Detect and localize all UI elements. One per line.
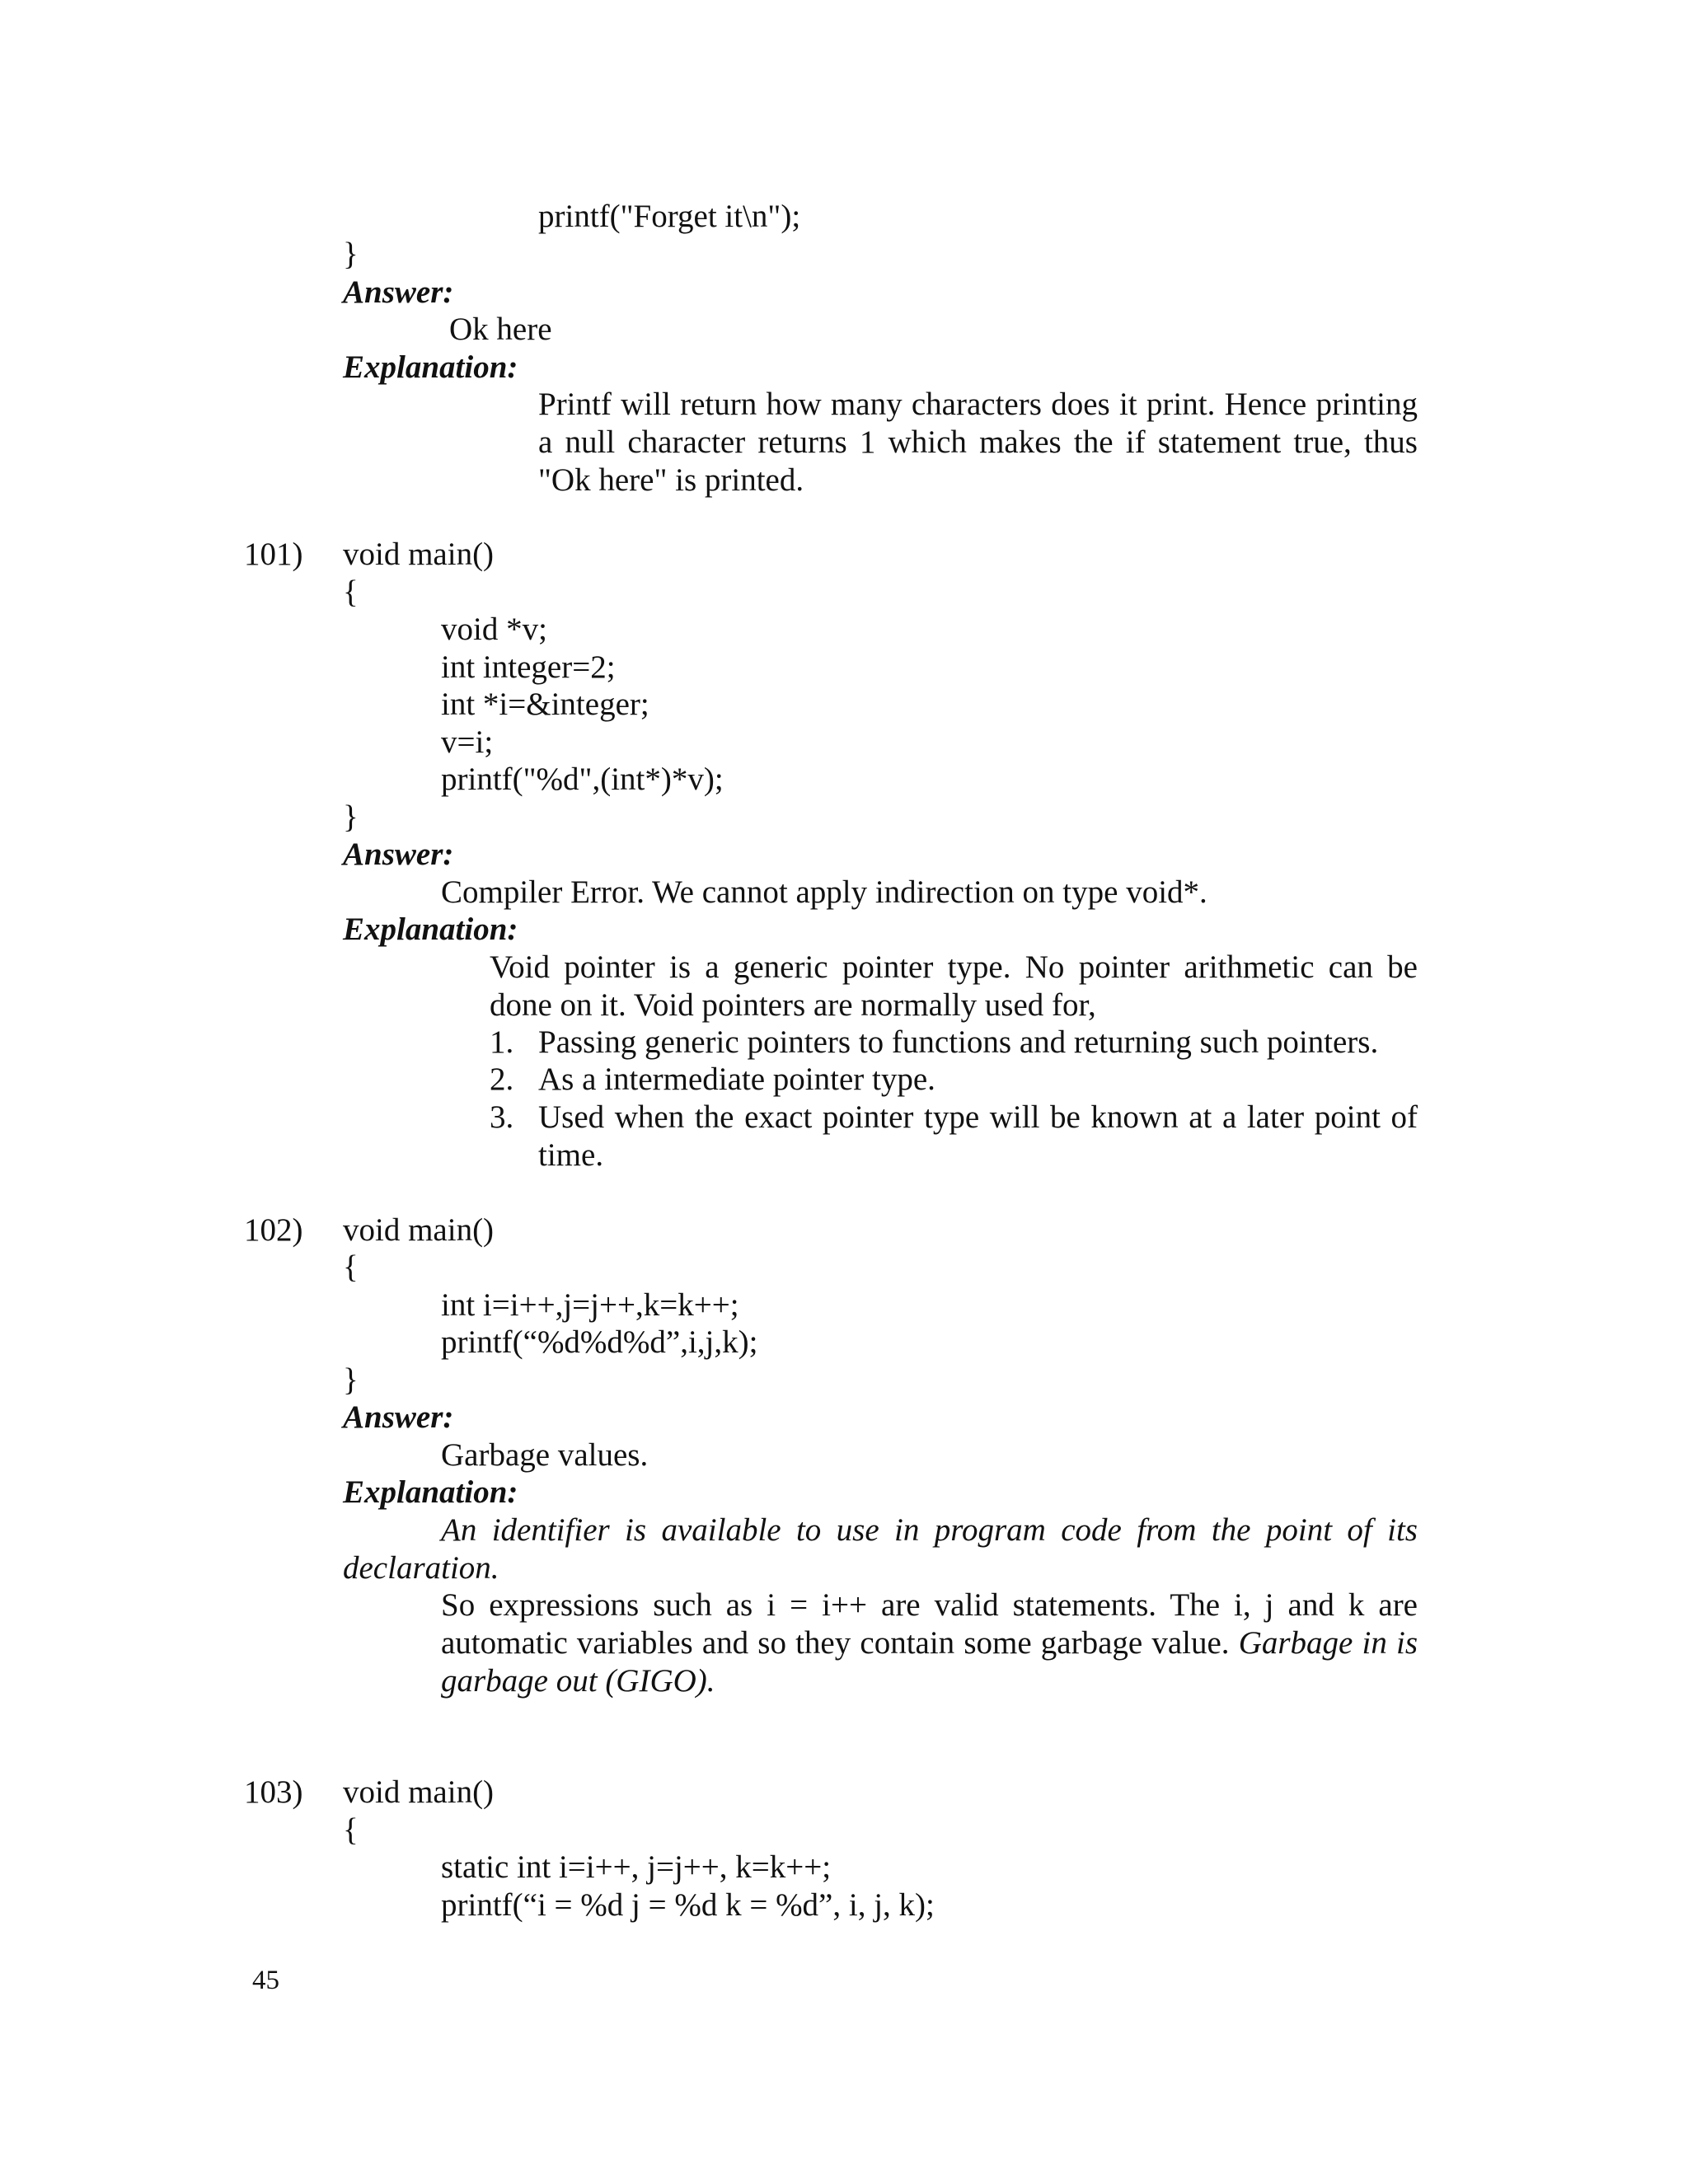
list-item: Used when the exact pointer type will be known at a later point of time. bbox=[538, 1099, 1418, 1173]
answer-label: Answer: bbox=[343, 1399, 454, 1435]
answer-text: Ok here bbox=[449, 312, 552, 347]
explanation-label: Explanation: bbox=[343, 1474, 518, 1510]
code-line: void main() bbox=[343, 537, 495, 572]
explanation-italic: Garbage in is garbage out (GIGO). bbox=[441, 1625, 1418, 1699]
code-line: { bbox=[343, 574, 359, 610]
page-number: 45 bbox=[252, 1966, 279, 1995]
question-number: 103) bbox=[244, 1774, 303, 1810]
code-line: } bbox=[343, 799, 359, 835]
explanation-text: Void pointer is a generic pointer type. No pointer arithmetic can be done on it. Void pointers are normally used for, bbox=[490, 949, 1418, 1023]
code-line: int integer=2; bbox=[441, 649, 616, 685]
explanation-body: So expressions such as i = i++ are valid statements. The i, j and k are automatic variables and so they contain some garbage value. bbox=[441, 1587, 1418, 1661]
list-number: 3. bbox=[490, 1099, 514, 1135]
code-line: void main() bbox=[343, 1212, 495, 1248]
code-line: int i=i++,j=j++,k=k++; bbox=[441, 1287, 739, 1323]
code-line: printf(“i = %d j = %d k = %d”, i, j, k); bbox=[441, 1887, 935, 1923]
code-line: } bbox=[343, 1362, 359, 1398]
explanation-label: Explanation: bbox=[343, 349, 518, 385]
question-number: 102) bbox=[244, 1212, 303, 1248]
question-number: 101) bbox=[244, 537, 303, 572]
code-line: static int i=i++, j=j++, k=k++; bbox=[441, 1849, 832, 1885]
code-line: } bbox=[343, 237, 359, 272]
list-number: 2. bbox=[490, 1062, 514, 1097]
answer-text: Garbage values. bbox=[441, 1437, 649, 1473]
code-line: { bbox=[343, 1249, 359, 1285]
italic-note: An identifier is available to use in program code from the point of its declaration. bbox=[343, 1512, 1418, 1586]
code-line: void *v; bbox=[441, 612, 547, 647]
list-item: As a intermediate pointer type. bbox=[538, 1062, 935, 1097]
list-item: Passing generic pointers to functions and returning such pointers. bbox=[538, 1024, 1379, 1060]
answer-text: Compiler Error. We cannot apply indirection on type void*. bbox=[441, 874, 1207, 910]
explanation-text bbox=[441, 1586, 1418, 1700]
code-line: printf("%d",(int*)*v); bbox=[441, 762, 724, 797]
answer-label: Answer: bbox=[343, 837, 454, 872]
code-line: void main() bbox=[343, 1774, 495, 1810]
code-line: printf("Forget it\n"); bbox=[538, 199, 801, 234]
code-line: int *i=&integer; bbox=[441, 687, 649, 722]
list-number: 1. bbox=[490, 1024, 514, 1060]
code-line: { bbox=[343, 1812, 359, 1848]
explanation-text: Printf will return how many characters does it print. Hence printing a null character returns 1 which makes the if statement true, thus "Ok here" is printed. bbox=[538, 387, 1418, 498]
answer-label: Answer: bbox=[343, 274, 454, 310]
code-line: v=i; bbox=[441, 724, 494, 760]
code-line: printf(“%d%d%d”,i,j,k); bbox=[441, 1324, 758, 1360]
explanation-label: Explanation: bbox=[343, 912, 518, 947]
